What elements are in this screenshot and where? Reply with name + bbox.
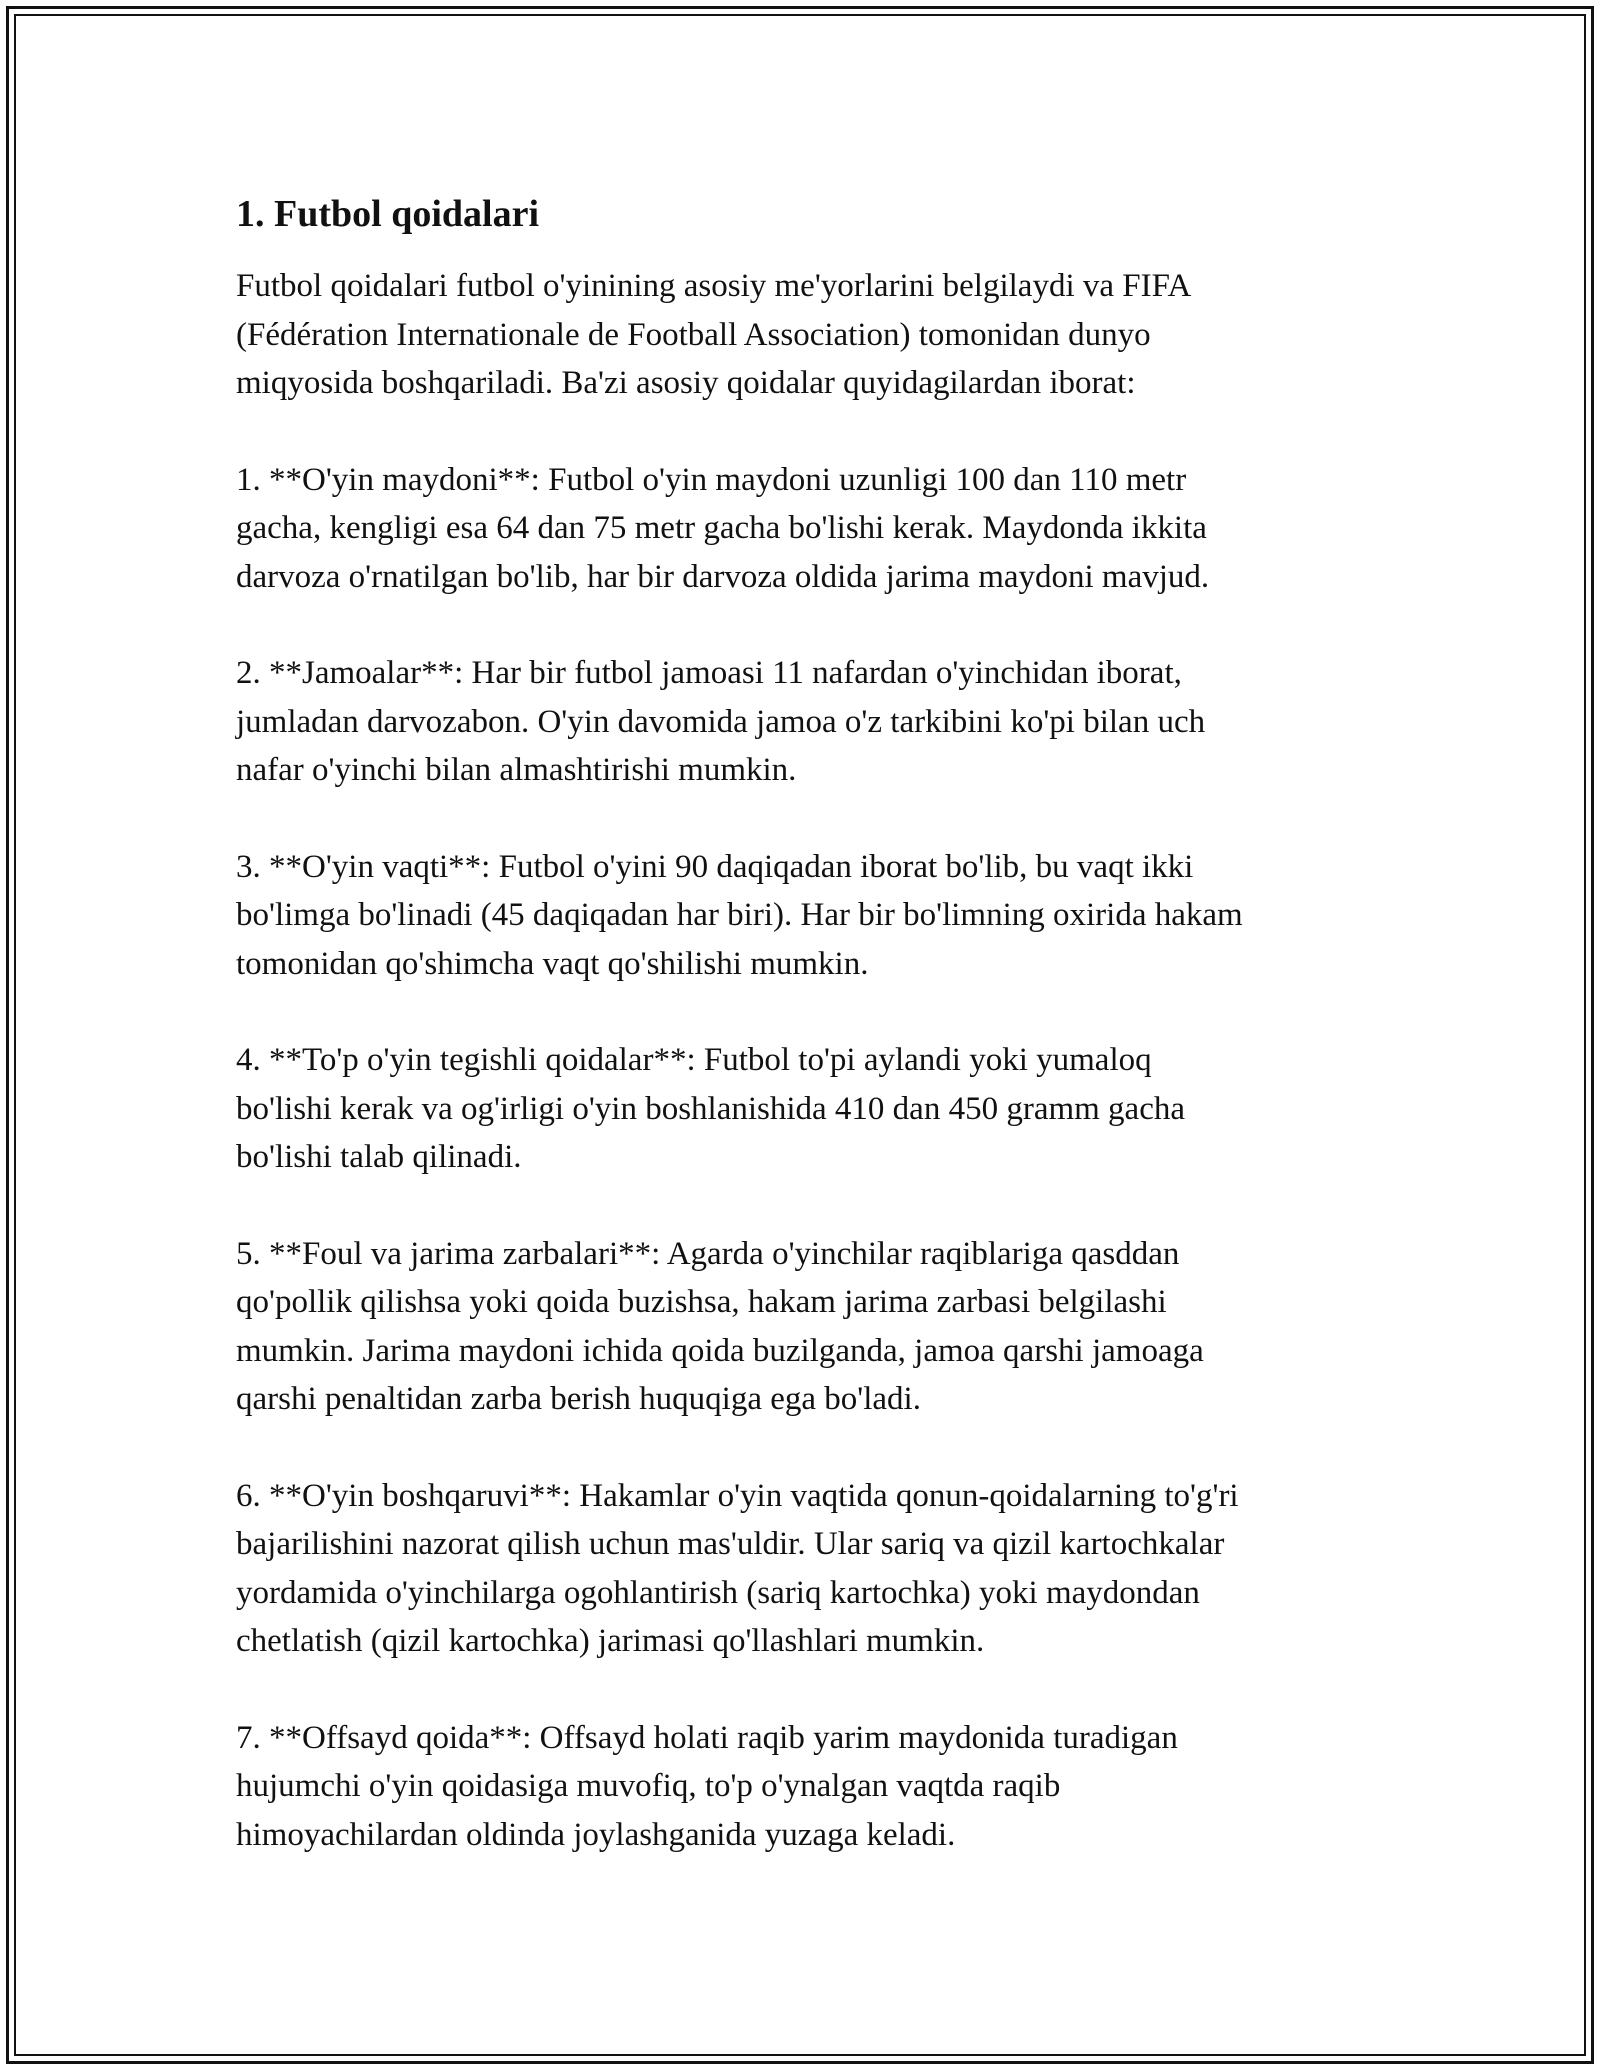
text-line: 3. **O'yin vaqti**: Futbol o'yini 90 daqiqadan iborat bo'lib, bu vaqt ikki	[236, 848, 1194, 885]
text-line: Futbol qoidalari futbol o'yinining asosiy me'yorlarini belgilaydi va FIFA	[236, 268, 1192, 304]
text-line: darvoza o'rnatilgan bo'lib, har bir darvoza oldida jarima maydoni mavjud.	[236, 558, 1210, 595]
text-line: 6. **O'yin boshqaruvi**: Hakamlar o'yin vaqtida qonun-qoidalarning to'g'ri	[236, 1477, 1239, 1514]
text-line: bajarilishini nazorat qilish uchun mas'uldir. Ular sariq va qizil kartochkalar	[236, 1526, 1225, 1562]
text-line: hujumchi o'yin qoidasiga muvofiq, to'p o'ynalgan vaqtda raqib	[236, 1768, 1061, 1804]
rule-offside	[236, 1714, 1366, 1860]
text-line: 4. **To'p o'yin tegishli qoidalar**: Futbol to'pi aylandi yoki yumaloq	[236, 1042, 1152, 1078]
text-line: chetlatish (qizil kartochka) jarimasi qo'llashlari mumkin.	[236, 1623, 985, 1659]
section-heading: 1. Futbol qoidalari	[236, 193, 539, 235]
text-line: bo'lishi kerak va og'irligi o'yin boshlanishida 410 dan 450 gramm gacha	[236, 1090, 1185, 1127]
text-line: miqyosida boshqariladi. Ba'zi asosiy qoidalar quyidagilardan iborat:	[236, 365, 1136, 401]
rule-field	[236, 456, 1366, 602]
text-line: nafar o'yinchi bilan almashtirishi mumkin.	[236, 752, 797, 788]
text-line: 7. **Offsayd qoida**: Offsayd holati raqib yarim maydonida turadigan	[236, 1719, 1178, 1756]
text-line: qo'pollik qilishsa yoki qoida buzishsa, hakam jarima zarbasi belgilashi	[236, 1284, 1167, 1320]
text-line: tomonidan qo'shimcha vaqt qo'shilishi mumkin.	[236, 945, 869, 982]
rule-teams	[236, 649, 1366, 795]
text-line: bo'limga bo'linadi (45 daqiqadan har biri). Har bir bo'limning oxirida hakam	[236, 897, 1243, 933]
text-line: bo'lishi talab qilinadi.	[236, 1139, 522, 1175]
rule-ball	[236, 1036, 1366, 1182]
document-body	[236, 188, 1366, 1907]
text-line: jumladan darvozabon. O'yin davomida jamoa o'z tarkibini ko'pi bilan uch	[236, 703, 1206, 740]
text-line: (Fédération Internationale de Football Association) tomonidan dunyo	[236, 316, 1151, 353]
text-line: qarshi penaltidan zarba berish huquqiga ega bo'ladi.	[236, 1381, 921, 1417]
text-line: gacha, kengligi esa 64 dan 75 metr gacha bo'lishi kerak. Maydonda ikkita	[236, 510, 1207, 546]
rule-match-time	[236, 843, 1366, 989]
rule-refereeing	[236, 1472, 1366, 1666]
text-line: 2. **Jamoalar**: Har bir futbol jamoasi 11 nafardan o'yinchidan iborat,	[236, 655, 1182, 691]
paragraph-list	[236, 262, 1366, 1859]
intro-paragraph	[236, 262, 1366, 408]
text-line: 1. **O'yin maydoni**: Futbol o'yin maydoni uzunligi 100 dan 110 metr	[236, 461, 1187, 498]
text-line: 5. **Foul va jarima zarbalari**: Agarda o'yinchilar raqiblariga qasddan	[236, 1235, 1180, 1272]
text-line: mumkin. Jarima maydoni ichida qoida buzilganda, jamoa qarshi jamoaga	[236, 1332, 1204, 1369]
text-line: yordamida o'yinchilarga ogohlantirish (sariq kartochka) yoki maydondan	[236, 1574, 1200, 1611]
rule-fouls	[236, 1230, 1366, 1424]
text-line: himoyachilardan oldinda joylashganida yuzaga keladi.	[236, 1816, 956, 1853]
